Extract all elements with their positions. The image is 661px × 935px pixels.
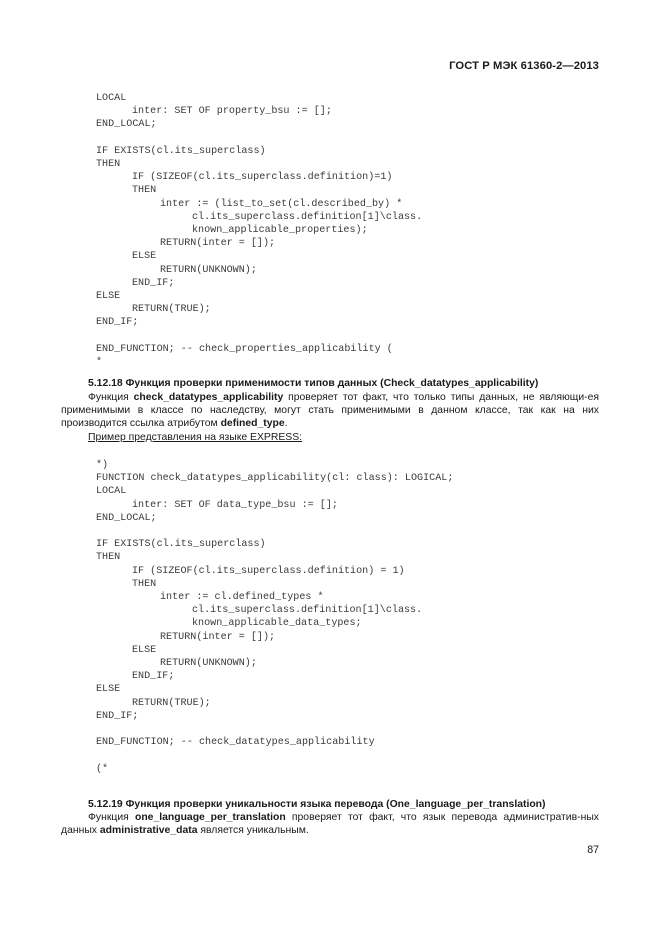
section-5-12-18-paragraph <box>61 391 599 431</box>
function-name: check_datatypes_applicability <box>133 392 284 403</box>
code-line: IF (SIZEOF(cl.its_superclass.definition)=1) <box>132 172 393 184</box>
code-line: ELSE <box>96 684 121 696</box>
page-number: 87 <box>587 844 599 856</box>
code-line: END_IF; <box>96 710 139 722</box>
code-line: END_FUNCTION; -- check_datatypes_applicability <box>96 737 375 749</box>
code-line: known_applicable_properties); <box>192 225 368 236</box>
code-line: RETURN(TRUE); <box>132 697 211 709</box>
code-line: THEN <box>96 159 121 170</box>
paragraph-text: Функция <box>88 392 134 403</box>
code-line: inter: SET OF property_bsu := []; <box>132 106 332 118</box>
code-line: END_LOCAL; <box>96 119 157 131</box>
code-line: IF EXISTS(cl.its_superclass) <box>96 145 266 157</box>
code-line: END_LOCAL; <box>96 512 157 524</box>
paragraph-text: Функция <box>88 812 135 823</box>
code-line: * <box>96 357 103 368</box>
code-line: inter := cl.defined_types * <box>160 592 324 603</box>
code-line: RETURN(UNKNOWN); <box>160 264 257 276</box>
code-line: IF (SIZEOF(cl.its_superclass.definition) = 1) <box>132 565 405 577</box>
document-header: ГОСТ Р МЭК 61360-2—2013 <box>449 60 599 72</box>
code-line: (* <box>96 763 109 775</box>
code-line: END_IF; <box>132 671 175 683</box>
entity-name: administrative_data <box>99 825 198 837</box>
section-heading-5-12-19: 5.12.19 Функция проверки уникальности языка перевода (One_language_per_translation) <box>88 799 546 810</box>
code-line: END_FUNCTION; -- check_properties_applicability ( <box>96 343 393 355</box>
code-line: inter := (list_to_set(cl.described_by) * <box>160 198 403 210</box>
code-line: RETURN(TRUE); <box>132 304 211 316</box>
code-line: END_IF; <box>96 317 139 329</box>
code-line: FUNCTION check_datatypes_applicability(cl: class): LOGICAL; <box>96 473 454 485</box>
code-line: END_IF; <box>132 277 175 289</box>
section-5-12-19-paragraph <box>61 811 599 837</box>
code-line: LOCAL <box>96 486 127 498</box>
code-line: ELSE <box>132 251 157 263</box>
code-line: ELSE <box>96 291 121 302</box>
code-line: THEN <box>132 185 157 197</box>
code-line: RETURN(inter = []); <box>160 238 276 250</box>
section-heading-5-12-18: 5.12.18 Функция проверки применимости типов данных (Check_datatypes_applicability) <box>88 378 539 389</box>
code-line: THEN <box>96 552 121 564</box>
code-line: ELSE <box>132 644 157 656</box>
code-line: inter: SET OF data_type_bsu := []; <box>132 499 338 511</box>
paragraph-text: является уникальным. <box>197 825 309 837</box>
attribute-name: defined_type <box>220 418 285 430</box>
example-label-text: Пример представления на языке EXPRESS: <box>88 432 303 443</box>
code-line: THEN <box>132 578 157 590</box>
code-line: known_applicable_data_types; <box>192 618 362 630</box>
code-line: LOCAL <box>96 93 127 104</box>
paragraph-text: . <box>284 418 288 430</box>
paragraph-text: проверяет тот факт, что только типы данных, не являющи-ея применимыми в классе по наследству, могут стать применимыми в данном классе, так как на них производится ссылка атрибутом <box>61 392 599 430</box>
example-label <box>88 431 626 444</box>
code-line: IF EXISTS(cl.its_superclass) <box>96 539 266 551</box>
code-line: cl.its_superclass.definition[1]\class. <box>192 211 423 223</box>
code-line: *) <box>96 460 109 471</box>
paragraph-text: проверяет тот факт, что язык перевода административ-ных данных <box>61 812 599 837</box>
code-line: cl.its_superclass.definition[1]\class. <box>192 605 423 617</box>
function-name: one_language_per_translation <box>134 812 286 823</box>
code-line: RETURN(inter = []); <box>160 631 276 643</box>
code-line: RETURN(UNKNOWN); <box>160 658 257 669</box>
